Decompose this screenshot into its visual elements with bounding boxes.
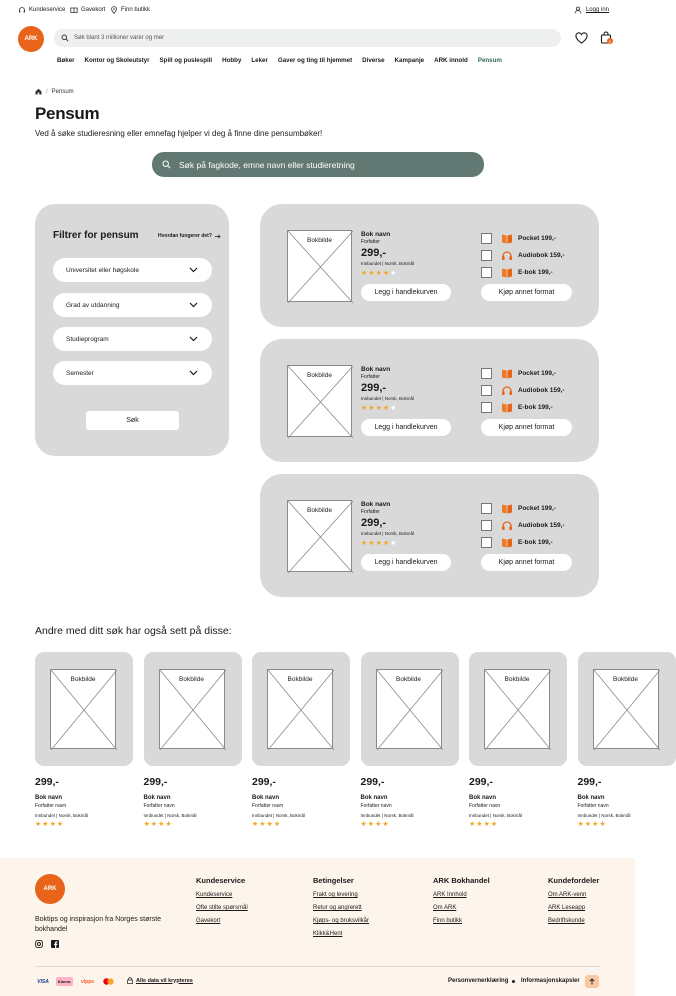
cart-button[interactable] bbox=[600, 31, 612, 44]
nav-item-spill[interactable]: Spill og puslespill bbox=[159, 57, 213, 64]
search-placeholder: Søk blant 3 millioner varer og mer bbox=[74, 35, 165, 41]
nav-item-diverse[interactable]: Diverse bbox=[362, 57, 385, 64]
image-label: Bokbilde bbox=[307, 372, 332, 379]
star-icon: ★ bbox=[498, 821, 505, 828]
star-icon: ★ bbox=[389, 821, 396, 828]
book-icon bbox=[501, 503, 513, 514]
nav-item-kontor[interactable]: Kontor og Skoleutstyr bbox=[84, 57, 150, 64]
filter-help-link[interactable] bbox=[158, 233, 221, 239]
rec-book-name[interactable]: Bok navn bbox=[360, 795, 388, 801]
arrow-right-icon bbox=[215, 234, 221, 239]
rec-price: 299,- bbox=[469, 776, 493, 788]
footer-link[interactable]: Retur og angrerett bbox=[313, 905, 362, 911]
star-icon: ★ bbox=[150, 821, 158, 828]
format-option[interactable] bbox=[481, 250, 565, 261]
breadcrumb-current: Pensum bbox=[51, 88, 74, 95]
book-author[interactable]: Forfatter bbox=[361, 239, 380, 245]
select-grad-label: Grad av utdanning bbox=[66, 301, 120, 309]
nav-item-pensum[interactable]: Pensum bbox=[477, 57, 502, 64]
rec-author[interactable]: Forfatter navn bbox=[469, 803, 501, 809]
select-grad[interactable] bbox=[53, 293, 212, 317]
star-icon: ★ bbox=[361, 270, 368, 277]
cart-count-badge: 0 bbox=[608, 38, 612, 44]
rec-author[interactable]: Forfatter navn bbox=[577, 803, 609, 809]
star-icon: ★ bbox=[382, 405, 390, 412]
image-label: Bokbilde bbox=[307, 507, 332, 514]
rec-price: 299,- bbox=[577, 776, 602, 788]
select-studieprogram[interactable] bbox=[53, 327, 212, 351]
arrow-up-icon bbox=[589, 978, 595, 985]
book-image-placeholder[interactable] bbox=[287, 500, 352, 572]
nav-item-hobby[interactable]: Hobby bbox=[222, 57, 242, 64]
rec-meta: Innbundet | Norsk, Bokmål bbox=[360, 813, 414, 818]
rec-book-name[interactable]: Bok navn bbox=[143, 795, 171, 801]
book-price: 299,- bbox=[361, 517, 387, 529]
image-label: Bokbilde bbox=[287, 676, 313, 683]
format-checkbox[interactable] bbox=[481, 537, 492, 548]
headphones-icon bbox=[501, 520, 513, 531]
star-icon: ★ bbox=[483, 821, 490, 828]
star-icon: ★ bbox=[390, 540, 397, 547]
star-icon: ★ bbox=[158, 821, 165, 828]
footer-link[interactable]: ARK Innhold bbox=[433, 892, 467, 898]
instagram-icon[interactable] bbox=[35, 940, 43, 948]
rec-author[interactable]: Forfatter navn bbox=[252, 803, 284, 809]
format-label: E-bok 199,- bbox=[518, 269, 553, 276]
footer-column-heading: Kundeservice bbox=[196, 876, 246, 885]
rating-stars bbox=[35, 821, 70, 828]
book-meta: Innbundet | Norsk, Bokmål bbox=[361, 531, 414, 536]
star-icon: ★ bbox=[143, 821, 150, 828]
star-icon: ★ bbox=[49, 821, 56, 828]
format-checkbox[interactable] bbox=[481, 503, 492, 514]
scroll-top-button[interactable] bbox=[585, 975, 599, 988]
lock-icon bbox=[127, 977, 133, 984]
nav-item-leker[interactable]: Leker bbox=[251, 57, 268, 64]
format-label: Pocket 199,- bbox=[518, 370, 556, 377]
footer-column-heading: Kundefordeler bbox=[548, 876, 600, 885]
encrypted-note bbox=[127, 977, 193, 984]
nav-item-gaver[interactable]: Gaver og ting til hjemmet bbox=[277, 57, 353, 64]
gift-card-label: Gavekort bbox=[81, 7, 106, 13]
login-link[interactable] bbox=[574, 6, 609, 14]
star-icon: ★ bbox=[368, 405, 375, 412]
format-option[interactable] bbox=[481, 385, 565, 396]
other-format-button[interactable]: Kjøp annet format bbox=[481, 554, 572, 571]
format-option[interactable] bbox=[481, 537, 553, 548]
rec-meta: Innbundet | Norsk, Bokmål bbox=[469, 813, 522, 818]
chevron-down-icon bbox=[189, 267, 198, 273]
nav-item-kampanje[interactable]: Kampanje bbox=[394, 57, 425, 64]
select-semester[interactable] bbox=[53, 361, 212, 385]
star-icon: ★ bbox=[390, 270, 397, 277]
other-format-button[interactable]: Kjøp annet format bbox=[481, 419, 572, 436]
format-option[interactable] bbox=[481, 402, 553, 413]
footer-link[interactable]: Kjøps- og bruksvilkår bbox=[313, 918, 370, 924]
star-icon: ★ bbox=[266, 821, 273, 828]
format-checkbox[interactable] bbox=[481, 267, 492, 278]
footer-link[interactable]: Om ARK-venn bbox=[548, 892, 587, 898]
chevron-down-icon bbox=[189, 336, 198, 342]
add-to-cart-button[interactable]: Legg i handlekurven bbox=[361, 554, 451, 571]
book-image-placeholder[interactable] bbox=[287, 365, 352, 437]
page-title: Pensum bbox=[35, 104, 100, 123]
star-icon: ★ bbox=[382, 540, 390, 547]
rec-book-name[interactable]: Bok navn bbox=[469, 795, 497, 801]
star-icon: ★ bbox=[35, 821, 42, 828]
book-image-placeholder[interactable] bbox=[159, 669, 225, 749]
pensum-search-input[interactable] bbox=[152, 152, 484, 177]
rating-stars bbox=[361, 270, 396, 277]
footer-column-heading: Betingelser bbox=[313, 876, 354, 885]
rec-author[interactable]: Forfatter navn bbox=[35, 803, 67, 809]
gift-card-link[interactable] bbox=[70, 6, 105, 14]
format-option[interactable] bbox=[481, 368, 556, 379]
footer-link[interactable]: Klikk&Hent bbox=[313, 931, 343, 937]
rating-stars bbox=[144, 821, 179, 828]
headphones-icon bbox=[501, 250, 513, 261]
star-icon: ★ bbox=[368, 540, 375, 547]
footer-logo[interactable] bbox=[35, 874, 65, 904]
select-semester-label: Semester bbox=[66, 369, 94, 377]
breadcrumb bbox=[35, 88, 74, 95]
footer-link[interactable]: ARK Leseapp bbox=[548, 905, 586, 911]
recommendations-title: Andre med ditt søk har også sett på disse: bbox=[35, 625, 232, 637]
nav-item-boker[interactable]: Bøker bbox=[57, 57, 75, 64]
main-nav bbox=[57, 57, 502, 64]
rating-stars bbox=[578, 821, 613, 828]
breadcrumb-separator: / bbox=[46, 88, 48, 95]
add-to-cart-button[interactable]: Legg i handlekurven bbox=[361, 419, 451, 436]
rating-stars bbox=[469, 821, 504, 828]
rating-stars bbox=[252, 821, 287, 828]
page-intro: Ved å søke studieresning eller emnefag hjelper vi deg å finne dine pensumbøker! bbox=[35, 129, 323, 138]
format-checkbox[interactable] bbox=[481, 233, 492, 244]
star-icon: ★ bbox=[64, 821, 71, 828]
book-author[interactable]: Forfatter bbox=[361, 374, 380, 380]
footer-link[interactable]: Gavekort bbox=[196, 918, 221, 924]
footer-column-heading: ARK Bokhandel bbox=[433, 876, 490, 885]
format-checkbox[interactable] bbox=[481, 250, 492, 261]
star-icon: ★ bbox=[584, 821, 592, 828]
headphones-icon bbox=[501, 385, 513, 396]
book-name[interactable]: Bok navn bbox=[361, 501, 391, 508]
image-label: Bokbilde bbox=[307, 237, 332, 244]
format-label: Audiobok 159,- bbox=[518, 387, 565, 394]
ebook-icon bbox=[501, 267, 513, 278]
image-label: Bokbilde bbox=[179, 676, 204, 683]
format-label: E-bok 199,- bbox=[518, 539, 553, 546]
rec-author[interactable]: Forfatter navn bbox=[360, 803, 392, 809]
star-icon: ★ bbox=[606, 821, 613, 828]
footer-divider bbox=[35, 966, 600, 967]
star-icon: ★ bbox=[281, 821, 288, 828]
book-price: 299,- bbox=[361, 247, 387, 259]
rec-price: 299,- bbox=[143, 776, 168, 788]
star-icon: ★ bbox=[390, 405, 397, 412]
rating-stars bbox=[361, 405, 396, 412]
chevron-down-icon bbox=[189, 302, 198, 308]
search-input[interactable] bbox=[54, 29, 561, 47]
find-store-label: Finn butikk bbox=[121, 7, 151, 13]
encrypted-label: Alle data vil krypteres bbox=[136, 977, 193, 984]
star-icon: ★ bbox=[592, 821, 599, 828]
heart-icon[interactable] bbox=[575, 32, 588, 44]
ark-logo[interactable] bbox=[18, 26, 44, 52]
star-icon: ★ bbox=[172, 821, 179, 828]
footer-bullet bbox=[512, 980, 515, 983]
rating-stars bbox=[361, 821, 396, 828]
format-checkbox[interactable] bbox=[481, 385, 492, 396]
logo-text: ARK bbox=[24, 36, 38, 42]
rec-meta: Innbundet | Norsk, Bokmål bbox=[35, 813, 88, 818]
klarna-logo: Klarna. bbox=[57, 979, 72, 984]
ebook-icon bbox=[501, 537, 513, 548]
book-meta: Innbundet | Norsk, Bokmål bbox=[361, 261, 414, 266]
star-icon: ★ bbox=[273, 821, 281, 828]
add-to-cart-button[interactable]: Legg i handlekurven bbox=[361, 284, 451, 301]
select-universitet[interactable] bbox=[53, 258, 212, 282]
book-image-placeholder[interactable] bbox=[593, 669, 659, 749]
format-label: Audiobok 159,- bbox=[518, 522, 565, 529]
image-label: Bokbilde bbox=[396, 676, 421, 683]
footer-logo-text: ARK bbox=[43, 886, 57, 892]
privacy-link[interactable]: Personvernerklæring bbox=[448, 978, 509, 984]
format-label: Audiobok 159,- bbox=[518, 252, 565, 259]
headset-icon bbox=[18, 6, 26, 14]
user-icon bbox=[574, 6, 582, 14]
footer-link[interactable]: Bedriftskunde bbox=[548, 918, 585, 924]
rec-price: 299,- bbox=[252, 776, 276, 788]
facebook-icon[interactable] bbox=[51, 940, 59, 948]
location-pin-icon bbox=[110, 6, 118, 14]
star-icon: ★ bbox=[165, 821, 172, 828]
footer-link[interactable]: Kundeservice bbox=[196, 892, 233, 898]
footer-link[interactable]: Ofte stilte spørsmål bbox=[196, 905, 248, 911]
rec-price: 299,- bbox=[360, 776, 385, 788]
customer-service-label: Kundeservice bbox=[29, 7, 66, 13]
star-icon: ★ bbox=[469, 821, 476, 828]
rec-book-name[interactable]: Bok navn bbox=[577, 795, 605, 801]
image-label: Bokbilde bbox=[504, 676, 530, 683]
format-checkbox[interactable] bbox=[481, 402, 492, 413]
search-icon bbox=[162, 160, 171, 169]
rec-author[interactable]: Forfatter navn bbox=[143, 803, 175, 809]
select-universitet-label: Universitet eller høgskole bbox=[66, 266, 139, 274]
star-icon: ★ bbox=[382, 270, 390, 277]
footer-link[interactable]: Om ARK bbox=[433, 905, 457, 911]
format-label: E-bok 199,- bbox=[518, 404, 553, 411]
rec-meta: Innbundet | Norsk, Bokmål bbox=[577, 813, 631, 818]
star-icon: ★ bbox=[252, 821, 259, 828]
select-studieprogram-label: Studieprogram bbox=[66, 335, 109, 343]
star-icon: ★ bbox=[375, 270, 382, 277]
book-image-placeholder[interactable] bbox=[484, 669, 550, 749]
ebook-icon bbox=[501, 402, 513, 413]
format-label: Pocket 199,- bbox=[518, 235, 556, 242]
format-label: Pocket 199,- bbox=[518, 505, 556, 512]
star-icon: ★ bbox=[367, 821, 375, 828]
book-image-placeholder[interactable] bbox=[50, 669, 116, 749]
other-format-button[interactable]: Kjøp annet format bbox=[481, 284, 572, 301]
login-label: Logg inn bbox=[585, 7, 609, 13]
footer-link[interactable]: Finn butikk bbox=[433, 918, 463, 924]
filter-help-label: Hvordan fungerer det? bbox=[158, 233, 212, 239]
format-option[interactable] bbox=[481, 267, 553, 278]
format-checkbox[interactable] bbox=[481, 520, 492, 531]
star-icon: ★ bbox=[259, 821, 266, 828]
rec-book-name[interactable]: Bok navn bbox=[35, 795, 63, 801]
nav-item-ark-innold[interactable]: ARK innold bbox=[434, 57, 468, 64]
format-option[interactable] bbox=[481, 520, 565, 531]
format-option[interactable] bbox=[481, 233, 556, 244]
chevron-down-icon bbox=[189, 370, 198, 376]
footer-link[interactable]: Frakt og levering bbox=[313, 892, 358, 898]
star-icon: ★ bbox=[360, 821, 367, 828]
book-icon bbox=[501, 368, 513, 379]
image-label: Bokbilde bbox=[613, 676, 638, 683]
book-price: 299,- bbox=[361, 382, 387, 394]
gift-card-icon bbox=[70, 6, 78, 14]
book-meta: Innbundet | Norsk, Bokmål bbox=[361, 396, 414, 401]
star-icon: ★ bbox=[490, 821, 498, 828]
rec-meta: Innbundet | Norsk, Bokmål bbox=[252, 813, 305, 818]
search-icon bbox=[61, 34, 69, 42]
rec-meta: Innbundet | Norsk, Bokmål bbox=[143, 813, 197, 818]
customer-service-link[interactable] bbox=[18, 6, 65, 14]
rec-book-name[interactable]: Bok navn bbox=[252, 795, 280, 801]
format-checkbox[interactable] bbox=[481, 368, 492, 379]
mastercard-logo bbox=[103, 978, 114, 985]
book-image-placeholder[interactable] bbox=[267, 669, 333, 749]
book-image-placeholder[interactable] bbox=[287, 230, 352, 302]
star-icon: ★ bbox=[56, 821, 64, 828]
vipps-logo: vipps bbox=[80, 978, 95, 985]
star-icon: ★ bbox=[375, 540, 382, 547]
star-icon: ★ bbox=[42, 821, 49, 828]
rec-price: 299,- bbox=[35, 776, 59, 788]
star-icon: ★ bbox=[368, 270, 375, 277]
star-icon: ★ bbox=[476, 821, 483, 828]
visa-logo: VISA bbox=[37, 978, 49, 985]
book-author[interactable]: Forfatter bbox=[361, 509, 380, 515]
star-icon: ★ bbox=[382, 821, 389, 828]
star-icon: ★ bbox=[577, 821, 584, 828]
home-icon[interactable] bbox=[35, 88, 42, 95]
image-label: Bokbilde bbox=[70, 676, 96, 683]
star-icon: ★ bbox=[375, 405, 382, 412]
star-icon: ★ bbox=[375, 821, 382, 828]
rating-stars bbox=[361, 540, 396, 547]
cookies-link[interactable]: Informasjonskapsler bbox=[521, 978, 580, 984]
book-name[interactable]: Bok navn bbox=[361, 366, 391, 373]
book-icon bbox=[501, 233, 513, 244]
format-option[interactable] bbox=[481, 503, 556, 514]
pensum-search-placeholder: Søk på fagkode, emne navn eller studieretning bbox=[179, 159, 355, 170]
find-store-link[interactable] bbox=[110, 6, 150, 14]
star-icon: ★ bbox=[599, 821, 606, 828]
star-icon: ★ bbox=[361, 540, 368, 547]
filter-submit-button[interactable]: Søk bbox=[86, 411, 179, 430]
filter-title: Filtrer for pensum bbox=[53, 230, 139, 241]
book-name[interactable]: Bok navn bbox=[361, 231, 391, 238]
footer-tagline: Boktips og inspirasjon fra Norges største bokhandel bbox=[35, 916, 162, 933]
book-image-placeholder[interactable] bbox=[376, 669, 442, 749]
star-icon: ★ bbox=[361, 405, 368, 412]
